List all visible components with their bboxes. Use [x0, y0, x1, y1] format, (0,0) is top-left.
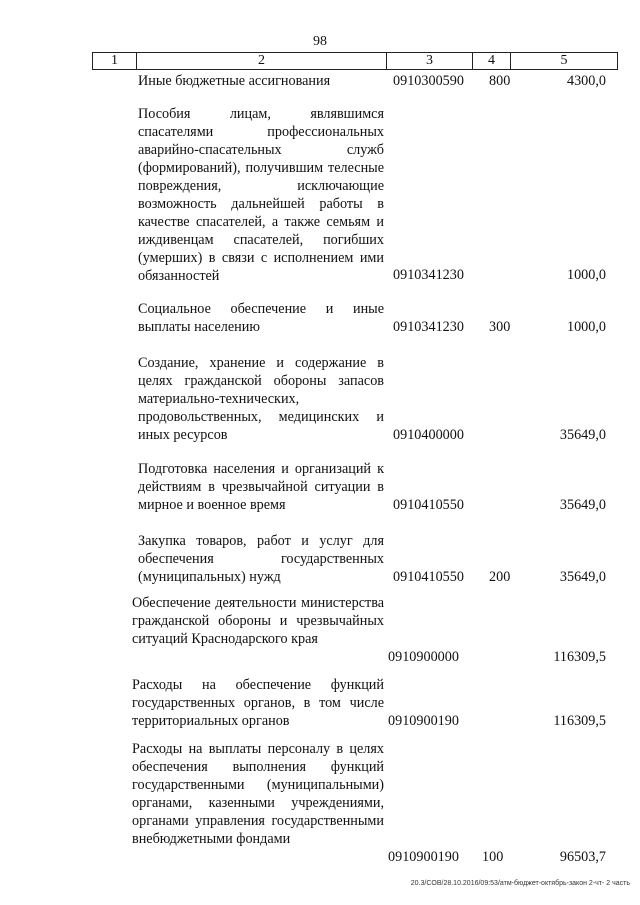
- row-amount: 116309,5: [553, 649, 606, 665]
- row-amount: 4300,0: [566, 73, 606, 89]
- row-amount: 96503,7: [559, 849, 606, 865]
- row-description: Обеспечение деятельности министерства гражданской обороны и чрезвычайных ситуаций Краснодарского края: [132, 595, 384, 647]
- row-description: Расходы на обеспечение функций государственных органов, в том числе территориальных органов: [132, 677, 384, 729]
- header-col-1: 1: [93, 53, 137, 69]
- row-description: Создание, хранение и содержание в целях гражданской обороны запасов материально-технических, продовольственных, медицинских и иных ресурсов: [138, 355, 384, 443]
- header-col-4: 4: [473, 53, 511, 69]
- row-description: Пособия лицам, являвшимся спасателями профессиональных аварийно-спасательных служб (формирований), получившим телесные повреждения, исключающие возможность дальнейшей работы в качестве спасателей, а также семьям и иждивенцам спасателей, погибших (умерших) в связи с исполнением ими обязанностей: [138, 106, 384, 284]
- row-code: 0910410550: [393, 497, 464, 513]
- row-amount: 116309,5: [553, 713, 606, 729]
- row-description: Иные бюджетные ассигнования: [138, 73, 331, 89]
- row-code: 0910400000: [393, 427, 464, 443]
- row-code: 0910341230: [393, 267, 464, 283]
- header-col-2: 2: [137, 53, 387, 69]
- row-description: Расходы на выплаты персоналу в целях обеспечения выполнения функций государственными (муниципальными) органами, казенными учреждениями, органами управления государственными внебюджетными фондами: [132, 741, 384, 847]
- row-type: 800: [489, 73, 511, 89]
- row-amount: 1000,0: [566, 267, 606, 283]
- page-number: 98: [313, 34, 327, 49]
- row-amount: 35649,0: [559, 569, 606, 585]
- row-description: Подготовка населения и организаций к действиям в чрезвычайной ситуации в мирное и военное время: [138, 461, 384, 513]
- table-header: [92, 52, 618, 70]
- row-amount: 1000,0: [566, 319, 606, 335]
- row-code: 0910341230: [393, 319, 464, 335]
- row-code: 0910900190: [388, 849, 459, 865]
- row-type: 100: [482, 849, 504, 865]
- row-type: 200: [489, 569, 511, 585]
- row-type: 300: [489, 319, 511, 335]
- header-col-3: 3: [387, 53, 473, 69]
- footer-note: 20.3/COB/28.10.2016/09:53/атм-бюджет-октябрь-закон 2-чт- 2 часть: [410, 880, 630, 887]
- row-amount: 35649,0: [559, 497, 606, 513]
- header-col-5: 5: [560, 53, 568, 68]
- row-code: 0910410550: [393, 569, 464, 585]
- row-code: 0910900000: [388, 649, 459, 665]
- row-description: Социальное обеспечение и иные выплаты населению: [138, 301, 384, 335]
- row-code: 0910300590: [393, 73, 464, 89]
- row-amount: 35649,0: [559, 427, 606, 443]
- row-code: 0910900190: [388, 713, 459, 729]
- row-description: Закупка товаров, работ и услуг для обеспечения государственных (муниципальных) нужд: [138, 533, 384, 585]
